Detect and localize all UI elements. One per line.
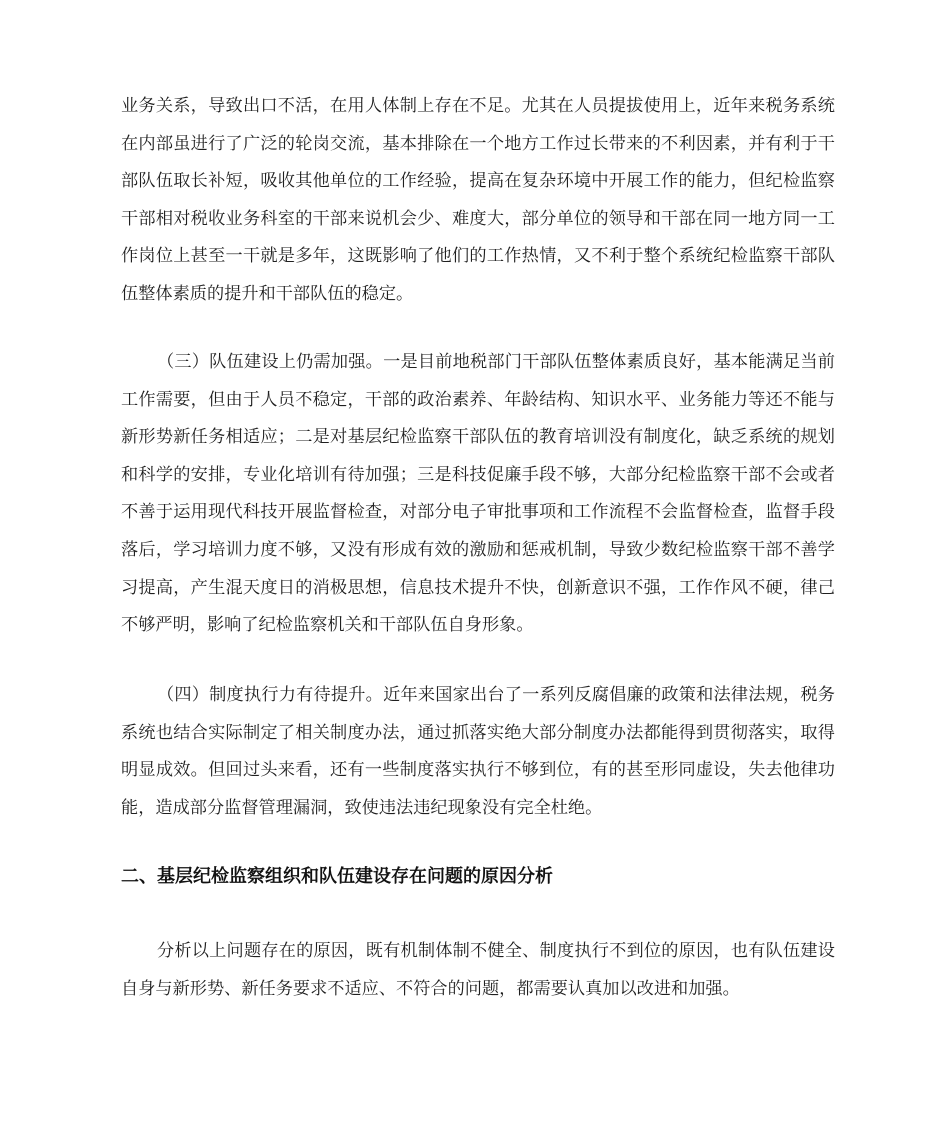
- body-paragraph-4: 分析以上问题存在的原因，既有机制体制不健全、制度执行不到位的原因，也有队伍建设自身与新形势、新任务要求不适应、不符合的问题，都需要认真加以改进和加强。: [121, 941, 835, 999]
- body-paragraph-2: （三）队伍建设上仍需加强。一是目前地税部门干部队伍整体素质良好，基本能满足当前工作需要，但由于人员不稳定，干部的政治素养、年龄结构、知识水平、业务能力等还不能与新形势新任务相适应；二是对基层纪检监察干部队伍的教育培训没有制度化，缺乏系统的规划和科学的安排，专业化培训有待加强；三是科技促廉手段不够，大部分纪检监察干部不会或者不善于运用现代科技开展监督检查，对部分电子审批事项和工作流程不会监督检查，监督手段落后，学习培训力度不够，又没有形成有效的激励和惩戒机制，导致少数纪检监察干部不善学习提高，产生混天度日的消极思想，信息技术提升不快，创新意识不强，工作作风不硬，律己不够严明，影响了纪检监察机关和干部队伍自身形象。: [121, 352, 835, 636]
- body-paragraph-1: 业务关系，导致出口不活，在用人体制上存在不足。尤其在人员提拔使用上，近年来税务系统在内部虽进行了广泛的轮岗交流，基本排除在一个地方工作过长带来的不利因素，并有利于干部队伍取长补短，吸收其他单位的工作经验，提高在复杂环境中开展工作的能力，但纪检监察干部相对税收业务科室的干部来说机会少、难度大，部分单位的领导和干部在同一地方同一工作岗位上甚至一干就是多年，这既影响了他们的工作热情，又不利于整个系统纪检监察干部队伍整体素质的提升和干部队伍的稳定。: [121, 96, 835, 304]
- section-heading: 二、基层纪检监察组织和队伍建设存在问题的原因分析: [121, 866, 553, 887]
- body-paragraph-3: （四）制度执行力有待提升。近年来国家出台了一系列反腐倡廉的政策和法律法规，税务系统也结合实际制定了相关制度办法，通过抓落实绝大部分制度办法都能得到贯彻落实，取得明显成效。但回过头来看，还有一些制度落实执行不够到位，有的甚至形同虚设，失去他律功能，造成部分监督管理漏洞，致使违法违纪现象没有完全杜绝。: [121, 685, 835, 818]
